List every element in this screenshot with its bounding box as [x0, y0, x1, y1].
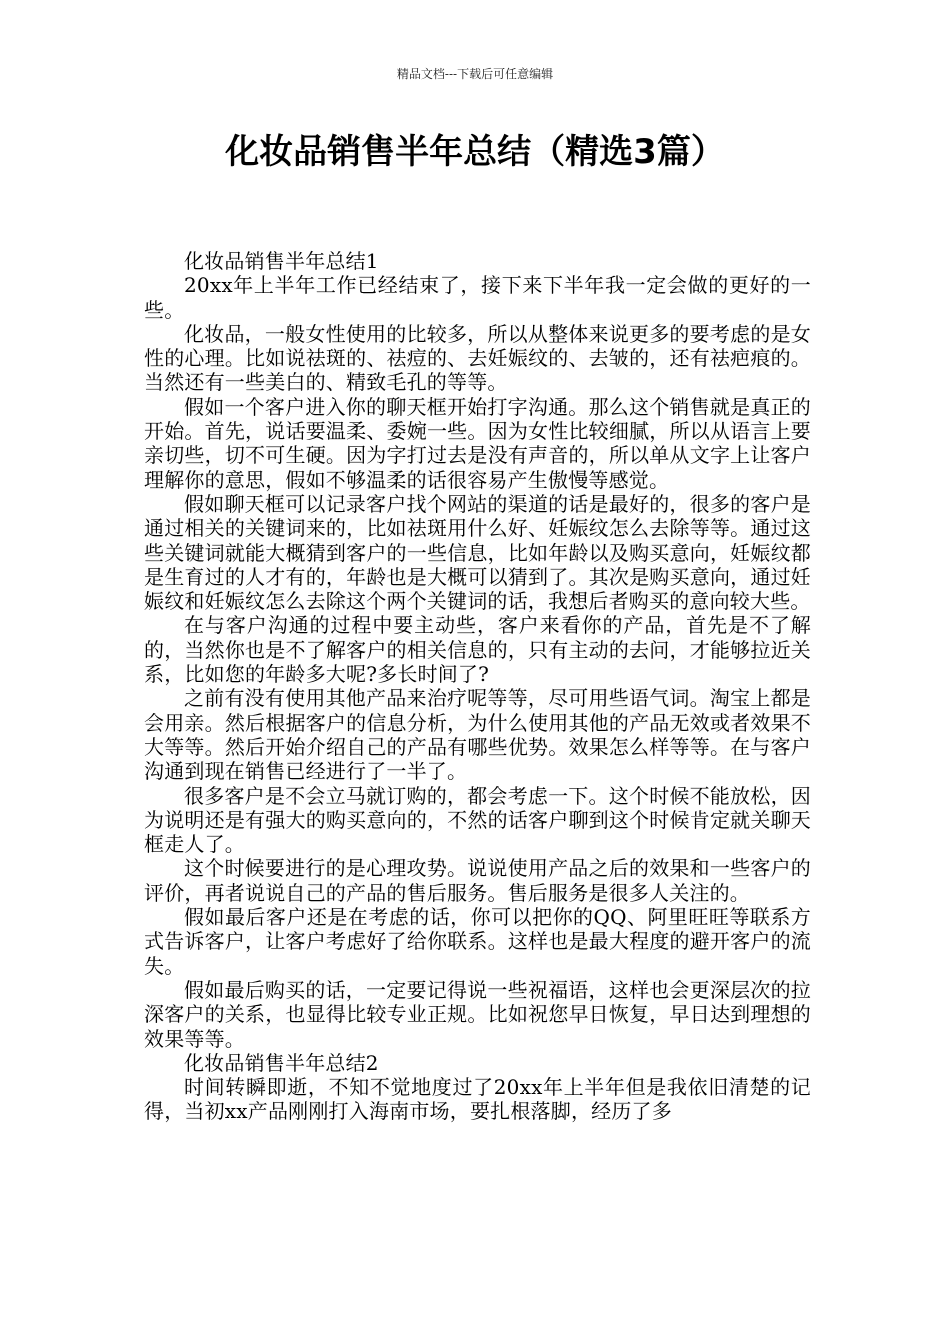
- paragraph: 假如最后购买的话，一定要记得说一些祝福语，这样也会更深层次的拉深客户的关系，也显得比较专业正规。比如祝您早日恢复，早日达到理想的效果等等。: [144, 977, 811, 1051]
- paragraph: 时间转瞬即逝，不知不觉地度过了20xx年上半年但是我依旧清楚的记得，当初xx产品刚刚打入海南市场，要扎根落脚，经历了多: [144, 1075, 811, 1124]
- paragraph: 很多客户是不会立马就订购的，都会考虑一下。这个时候不能放松，因为说明还是有强大的购买意向的，不然的话客户聊到这个时候肯定就关聊天框走人了。: [144, 783, 811, 857]
- page-header-note: 精品文档---下载后可任意编辑: [396, 67, 554, 81]
- section-heading-1: 化妆品销售半年总结1: [184, 249, 379, 273]
- paragraph: 假如一个客户进入你的聊天框开始打字沟通。那么这个销售就是真正的开始。首先，说话要温柔、委婉一些。因为女性比较细腻，所以从语言上要亲切些，切不可生硬。因为字打过去是没有声音的，所以单从文字上让客户理解你的意思，假如不够温柔的话很容易产生傲慢等感觉。: [144, 394, 811, 492]
- paragraph: 之前有没有使用其他产品来治疗呢等等，尽可用些语气词。淘宝上都是会用亲。然后根据客户的信息分析，为什么使用其他的产品无效或者效果不大等等。然后开始介绍自己的产品有哪些优势。效果怎么样等等。在与客户沟通到现在销售已经进行了一半了。: [144, 686, 811, 784]
- document-body: [144, 249, 811, 1124]
- paragraph: 20xx年上半年工作已经结束了，接下来下半年我一定会做的更好的一些。: [144, 273, 811, 322]
- paragraph: 在与客户沟通的过程中要主动些，客户来看你的产品，首先是不了解的，当然你也是不了解客户的相关信息的，只有主动的去问，才能够拉近关系，比如您的年龄多大呢?多长时间了?: [144, 613, 811, 687]
- paragraph: 这个时候要进行的是心理攻势。说说使用产品之后的效果和一些客户的评价，再者说说自己的产品的售后服务。售后服务是很多人关注的。: [144, 856, 811, 905]
- paragraph: 假如聊天框可以记录客户找个网站的渠道的话是最好的，很多的客户是通过相关的关键词来的，比如祛斑用什么好、妊娠纹怎么去除等等。通过这些关键词就能大概猜到客户的一些信息，比如年龄以及购买意向，妊娠纹都是生育过的人才有的，年龄也是大概可以猜到了。其次是购买意向，通过妊娠纹和妊娠纹怎么去除这个两个关键词的话，我想后者购买的意向较大些。: [144, 491, 811, 614]
- paragraph: 化妆品，一般女性使用的比较多，所以从整体来说更多的要考虑的是女性的心理。比如说祛斑的、祛痘的、去妊娠纹的、去皱的，还有祛疤痕的。当然还有一些美白的、精致毛孔的等等。: [144, 321, 811, 395]
- paragraph: 假如最后客户还是在考虑的话，你可以把你的QQ、阿里旺旺等联系方式告诉客户，让客户考虑好了给你联系。这样也是最大程度的避开客户的流失。: [144, 905, 811, 978]
- section-heading-2: 化妆品销售半年总结2: [184, 1050, 379, 1075]
- document-title: 化妆品销售半年总结（精选3篇）: [225, 132, 725, 172]
